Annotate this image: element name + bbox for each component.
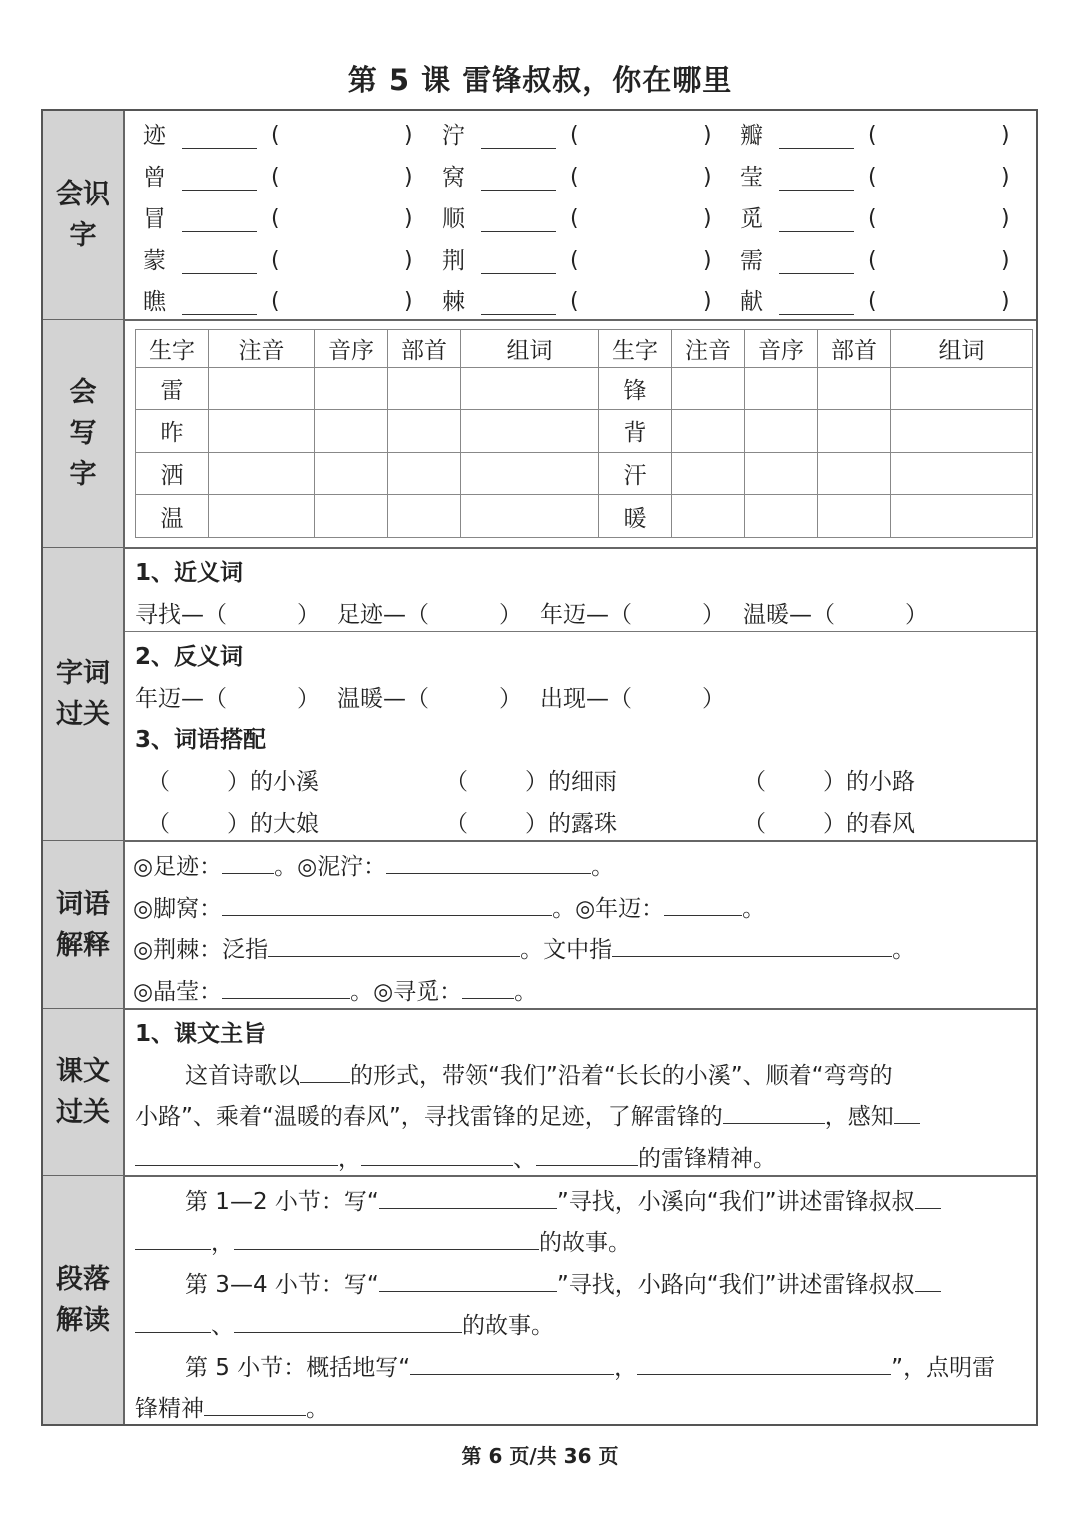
pinyin-blank[interactable]	[182, 169, 257, 191]
char-cell: 暖	[599, 495, 672, 538]
char-cell: 锋	[599, 367, 672, 410]
divider	[43, 1008, 1036, 1010]
answer-cell[interactable]	[891, 410, 1033, 453]
close-paren: )	[1001, 123, 1010, 148]
section-label-explain: 词语解释	[43, 841, 125, 1008]
recognize-char: 泞	[442, 123, 465, 149]
answer-blank[interactable]	[135, 1311, 211, 1333]
page-title: 第 5 课 雷锋叔叔，你在哪里	[347, 63, 733, 97]
section-label-text: 课文过关	[43, 1009, 125, 1175]
pinyin-blank[interactable]	[182, 252, 257, 274]
close-paren: )	[1001, 165, 1010, 190]
recognize-char: 瓣	[740, 123, 763, 149]
answer-blank[interactable]	[204, 1394, 306, 1416]
pinyin-blank[interactable]	[481, 252, 556, 274]
answer-blank[interactable]	[361, 1144, 513, 1166]
collocation-open: （	[147, 769, 170, 795]
table-header: 生字	[136, 330, 209, 368]
table-row	[136, 367, 1033, 410]
collocation-item: ）的春风	[823, 811, 915, 837]
recognize-char: 需	[740, 248, 763, 274]
char-cell: 温	[136, 495, 209, 538]
paragraph-line: 第 1—2 小节：写“ ”寻找，小溪向“我们”讲述雷锋叔叔	[185, 1187, 941, 1217]
close-paren: )	[703, 248, 712, 273]
open-paren: (	[271, 165, 280, 190]
recognize-char: 莹	[740, 165, 763, 191]
recognize-char: 棘	[442, 289, 465, 315]
collocation-open: （	[743, 769, 766, 795]
answer-cell[interactable]	[745, 410, 818, 453]
answer-blank[interactable]	[135, 1228, 211, 1250]
recognize-char: 迹	[143, 123, 166, 149]
answer-cell[interactable]	[388, 495, 461, 538]
close-paren: )	[404, 248, 413, 273]
section-label-write: 会写字	[43, 320, 125, 547]
close-paren: )	[1001, 248, 1010, 273]
close-paren: )	[404, 165, 413, 190]
paragraph-line: 第 3—4 小节：写“ ”寻找，小路向“我们”讲述雷锋叔叔	[185, 1270, 941, 1300]
collocation-item: ）的小溪	[227, 769, 319, 795]
recognize-char: 顺	[442, 206, 465, 232]
table-row	[136, 495, 1033, 538]
pinyin-blank[interactable]	[779, 252, 854, 274]
answer-cell[interactable]	[209, 452, 315, 495]
pinyin-blank[interactable]	[481, 127, 556, 149]
open-paren: (	[570, 165, 579, 190]
collocation-item: ）的小路	[823, 769, 915, 795]
open-paren: (	[570, 289, 579, 314]
table-header: 注音	[209, 330, 315, 368]
pinyin-blank[interactable]	[182, 293, 257, 315]
answer-cell[interactable]	[672, 367, 745, 410]
pinyin-blank[interactable]	[779, 293, 854, 315]
answer-blank[interactable]	[300, 1061, 350, 1083]
answer-cell[interactable]	[209, 367, 315, 410]
answer-blank[interactable]	[222, 852, 274, 874]
collocation-open: （	[445, 769, 468, 795]
answer-cell[interactable]	[672, 452, 745, 495]
recognize-char: 冒	[143, 206, 166, 232]
answer-blank[interactable]	[664, 894, 742, 916]
pinyin-blank[interactable]	[481, 210, 556, 232]
explain-line: ◎脚窝： 。◎年迈： 。	[133, 896, 766, 922]
answer-blank[interactable]	[234, 1228, 539, 1250]
close-paren: )	[703, 206, 712, 231]
answer-cell[interactable]	[209, 495, 315, 538]
open-paren: (	[868, 165, 877, 190]
collocation-open: （	[147, 811, 170, 837]
antonym-heading: 2、反义词	[135, 644, 244, 670]
close-paren: )	[1001, 206, 1010, 231]
synonym-item: 温暖—（	[743, 602, 835, 628]
pinyin-blank[interactable]	[481, 293, 556, 315]
answer-cell[interactable]	[672, 410, 745, 453]
page-number: 第 6 页/共 36 页	[461, 1444, 619, 1468]
collocation-open: （	[445, 811, 468, 837]
paragraph-line: 、 的故事。	[135, 1311, 554, 1341]
write-char-table	[135, 329, 1033, 538]
paragraph-line: 锋精神 。	[135, 1396, 329, 1422]
recognize-char: 窝	[442, 165, 465, 191]
answer-cell[interactable]	[461, 495, 599, 538]
close-paren: ）	[297, 602, 320, 628]
recognize-char: 荆	[442, 248, 465, 274]
collocation-open: （	[743, 811, 766, 837]
answer-cell[interactable]	[388, 452, 461, 495]
worksheet	[41, 109, 1038, 1426]
char-cell: 洒	[136, 452, 209, 495]
explain-line: ◎足迹： 。◎泥泞： 。	[133, 854, 615, 880]
explain-line: ◎荆棘：泛指 。文中指 。	[133, 937, 916, 963]
answer-blank[interactable]	[536, 1144, 638, 1166]
synonym-heading: 1、近义词	[135, 560, 244, 586]
open-paren: (	[570, 248, 579, 273]
answer-blank[interactable]	[612, 935, 892, 957]
pinyin-blank[interactable]	[182, 210, 257, 232]
answer-cell[interactable]	[209, 410, 315, 453]
table-header: 音序	[315, 330, 388, 368]
theme-heading: 1、课文主旨	[135, 1021, 267, 1047]
answer-cell[interactable]	[315, 495, 388, 538]
char-cell: 汗	[599, 452, 672, 495]
divider	[43, 319, 1036, 321]
table-header: 部首	[388, 330, 461, 368]
antonym-item: 温暖—（	[337, 686, 429, 712]
answer-cell[interactable]	[388, 410, 461, 453]
close-paren: )	[703, 165, 712, 190]
char-cell: 雷	[136, 367, 209, 410]
section-label-recognize: 会识字	[43, 111, 125, 319]
answer-blank[interactable]	[379, 1270, 557, 1292]
open-paren: (	[868, 289, 877, 314]
answer-cell[interactable]	[818, 367, 891, 410]
answer-blank[interactable]	[268, 935, 520, 957]
section-label-paragraph: 段落解读	[43, 1176, 125, 1424]
answer-cell[interactable]	[461, 367, 599, 410]
recognize-char: 蒙	[143, 248, 166, 274]
antonym-item: 出现—（	[540, 686, 632, 712]
answer-blank[interactable]	[222, 894, 552, 916]
table-row	[136, 452, 1033, 495]
answer-blank[interactable]	[462, 977, 514, 999]
table-header: 部首	[818, 330, 891, 368]
pinyin-blank[interactable]	[779, 127, 854, 149]
answer-blank[interactable]	[222, 977, 350, 999]
close-paren: )	[703, 289, 712, 314]
table-header: 生字	[599, 330, 672, 368]
paragraph-line: ， 的故事。	[135, 1228, 631, 1258]
collocation-item: ）的细雨	[525, 769, 617, 795]
answer-cell[interactable]	[461, 410, 599, 453]
collocation-item: ）的大娘	[227, 811, 319, 837]
answer-blank[interactable]	[379, 1187, 557, 1209]
open-paren: (	[570, 123, 579, 148]
close-paren: )	[404, 206, 413, 231]
divider	[43, 840, 1036, 842]
pinyin-blank[interactable]	[481, 169, 556, 191]
open-paren: (	[271, 289, 280, 314]
recognize-char: 曾	[143, 165, 166, 191]
close-paren: ）	[905, 602, 928, 628]
collocation-heading: 3、词语搭配	[135, 727, 267, 753]
answer-cell[interactable]	[891, 495, 1033, 538]
answer-blank[interactable]	[234, 1311, 462, 1333]
answer-cell[interactable]	[891, 367, 1033, 410]
answer-cell[interactable]	[745, 367, 818, 410]
answer-cell[interactable]	[315, 367, 388, 410]
open-paren: (	[271, 206, 280, 231]
answer-blank[interactable]	[637, 1353, 891, 1375]
answer-blank[interactable]	[386, 852, 591, 874]
pinyin-blank[interactable]	[182, 127, 257, 149]
pinyin-blank[interactable]	[779, 169, 854, 191]
recognize-char: 献	[740, 289, 763, 315]
divider	[125, 631, 1036, 632]
open-paren: (	[868, 206, 877, 231]
answer-cell[interactable]	[891, 452, 1033, 495]
answer-cell[interactable]	[672, 495, 745, 538]
close-paren: )	[404, 289, 413, 314]
paragraph-line: 第 5 小节：概括地写“ ， ”，点明雷	[185, 1355, 996, 1381]
table-header: 音序	[745, 330, 818, 368]
open-paren: (	[271, 248, 280, 273]
recognize-char: 觅	[740, 206, 763, 232]
answer-cell[interactable]	[745, 452, 818, 495]
theme-line: 这首诗歌以 的形式，带领“我们”沿着“长长的小溪”、顺着“弯弯的	[185, 1063, 893, 1089]
answer-cell[interactable]	[818, 410, 891, 453]
synonym-item: 年迈—（	[540, 602, 632, 628]
synonym-item: 寻找—（	[135, 602, 227, 628]
char-cell: 昨	[136, 410, 209, 453]
recognize-char: 瞧	[143, 289, 166, 315]
divider	[43, 547, 1036, 549]
close-paren: ）	[702, 602, 725, 628]
answer-cell[interactable]	[745, 495, 818, 538]
answer-blank[interactable]	[723, 1102, 825, 1124]
theme-line: ， 、 的雷锋精神。	[135, 1144, 776, 1174]
char-cell: 背	[599, 410, 672, 453]
close-paren: ）	[499, 686, 522, 712]
close-paren: ）	[499, 602, 522, 628]
answer-blank[interactable]	[894, 1102, 920, 1124]
answer-cell[interactable]	[461, 452, 599, 495]
table-header: 注音	[672, 330, 745, 368]
divider	[43, 1175, 1036, 1177]
antonym-item: 年迈—（	[135, 686, 227, 712]
collocation-item: ）的露珠	[525, 811, 617, 837]
answer-blank[interactable]	[135, 1144, 338, 1166]
answer-blank[interactable]	[915, 1270, 941, 1292]
table-header: 组词	[891, 330, 1033, 368]
table-header: 组词	[461, 330, 599, 368]
table-row	[136, 410, 1033, 453]
theme-line: 小路”、乘着“温暖的春风”，寻找雷锋的足迹，了解雷锋的 ，感知	[135, 1102, 920, 1132]
open-paren: (	[868, 248, 877, 273]
answer-blank[interactable]	[410, 1353, 614, 1375]
open-paren: (	[271, 123, 280, 148]
answer-cell[interactable]	[818, 452, 891, 495]
open-paren: (	[868, 123, 877, 148]
open-paren: (	[570, 206, 579, 231]
explain-line: ◎晶莹： 。◎寻觅： 。	[133, 979, 538, 1005]
close-paren: ）	[702, 686, 725, 712]
close-paren: )	[404, 123, 413, 148]
close-paren: )	[1001, 289, 1010, 314]
close-paren: ）	[297, 686, 320, 712]
synonym-item: 足迹—（	[337, 602, 429, 628]
answer-blank[interactable]	[915, 1187, 941, 1209]
answer-cell[interactable]	[315, 452, 388, 495]
answer-cell[interactable]	[315, 410, 388, 453]
pinyin-blank[interactable]	[779, 210, 854, 232]
answer-cell[interactable]	[818, 495, 891, 538]
answer-cell[interactable]	[388, 367, 461, 410]
close-paren: )	[703, 123, 712, 148]
section-label-words: 字词过关	[43, 548, 125, 840]
